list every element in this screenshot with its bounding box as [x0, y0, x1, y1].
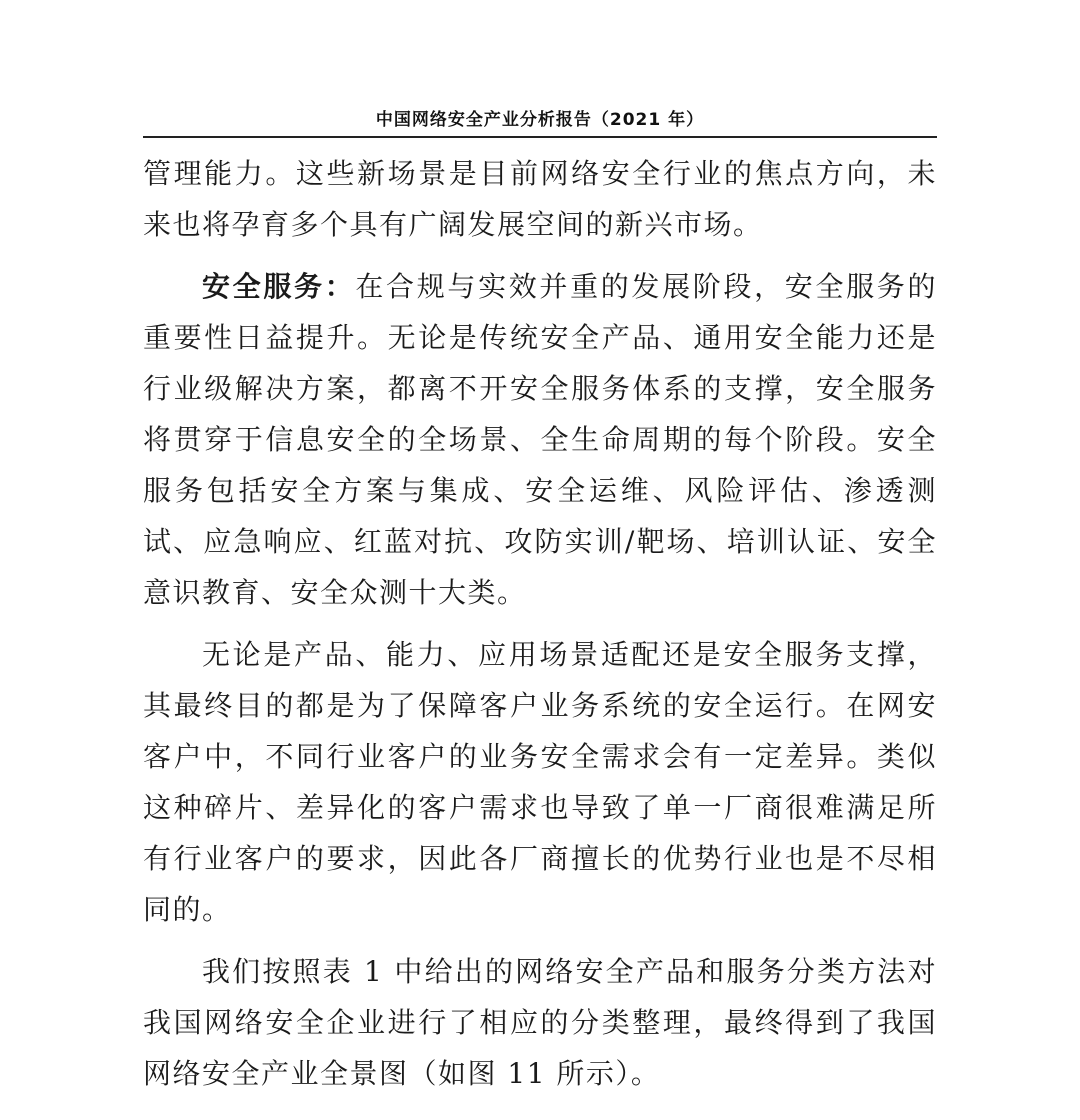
paragraph-lead-term: 安全服务：	[202, 270, 356, 303]
document-body	[143, 148, 937, 1099]
paragraph-customer-needs	[143, 629, 937, 935]
paragraph-industry-map	[143, 946, 937, 1099]
paragraph-continuation	[143, 148, 937, 250]
paragraph-text: 在合规与实效并重的发展阶段，安全服务的重要性日益提升。无论是传统安全产品、通用安全能力还是行业级解决方案，都离不开安全服务体系的支撑，安全服务将贯穿于信息安全的全场景、全生命周期的每个阶段。安全服务包括安全方案与集成、安全运维、风险评估、渗透测试、应急响应、红蓝对抗、攻防实训/靶场、培训认证、安全意识教育、安全众测十大类。	[143, 270, 937, 609]
header-divider	[143, 136, 937, 138]
paragraph-security-services	[143, 261, 937, 618]
paragraph-text: 我们按照表 1 中给出的网络安全产品和服务分类方法对我国网络安全企业进行了相应的分类整理，最终得到了我国网络安全产业全景图（如图 11 所示）。	[143, 955, 937, 1090]
paragraph-text: 管理能力。这些新场景是目前网络安全行业的焦点方向，未来也将孕育多个具有广阔发展空间的新兴市场。	[143, 157, 937, 241]
paragraph-text: 无论是产品、能力、应用场景适配还是安全服务支撑，其最终目的都是为了保障客户业务系统的安全运行。在网安客户中，不同行业客户的业务安全需求会有一定差异。类似这种碎片、差异化的客户需求也导致了单一厂商很难满足所有行业客户的要求，因此各厂商擅长的优势行业也是不尽相同的。	[143, 638, 937, 926]
page-header-title: 中国网络安全产业分析报告（2021 年）	[375, 110, 705, 130]
